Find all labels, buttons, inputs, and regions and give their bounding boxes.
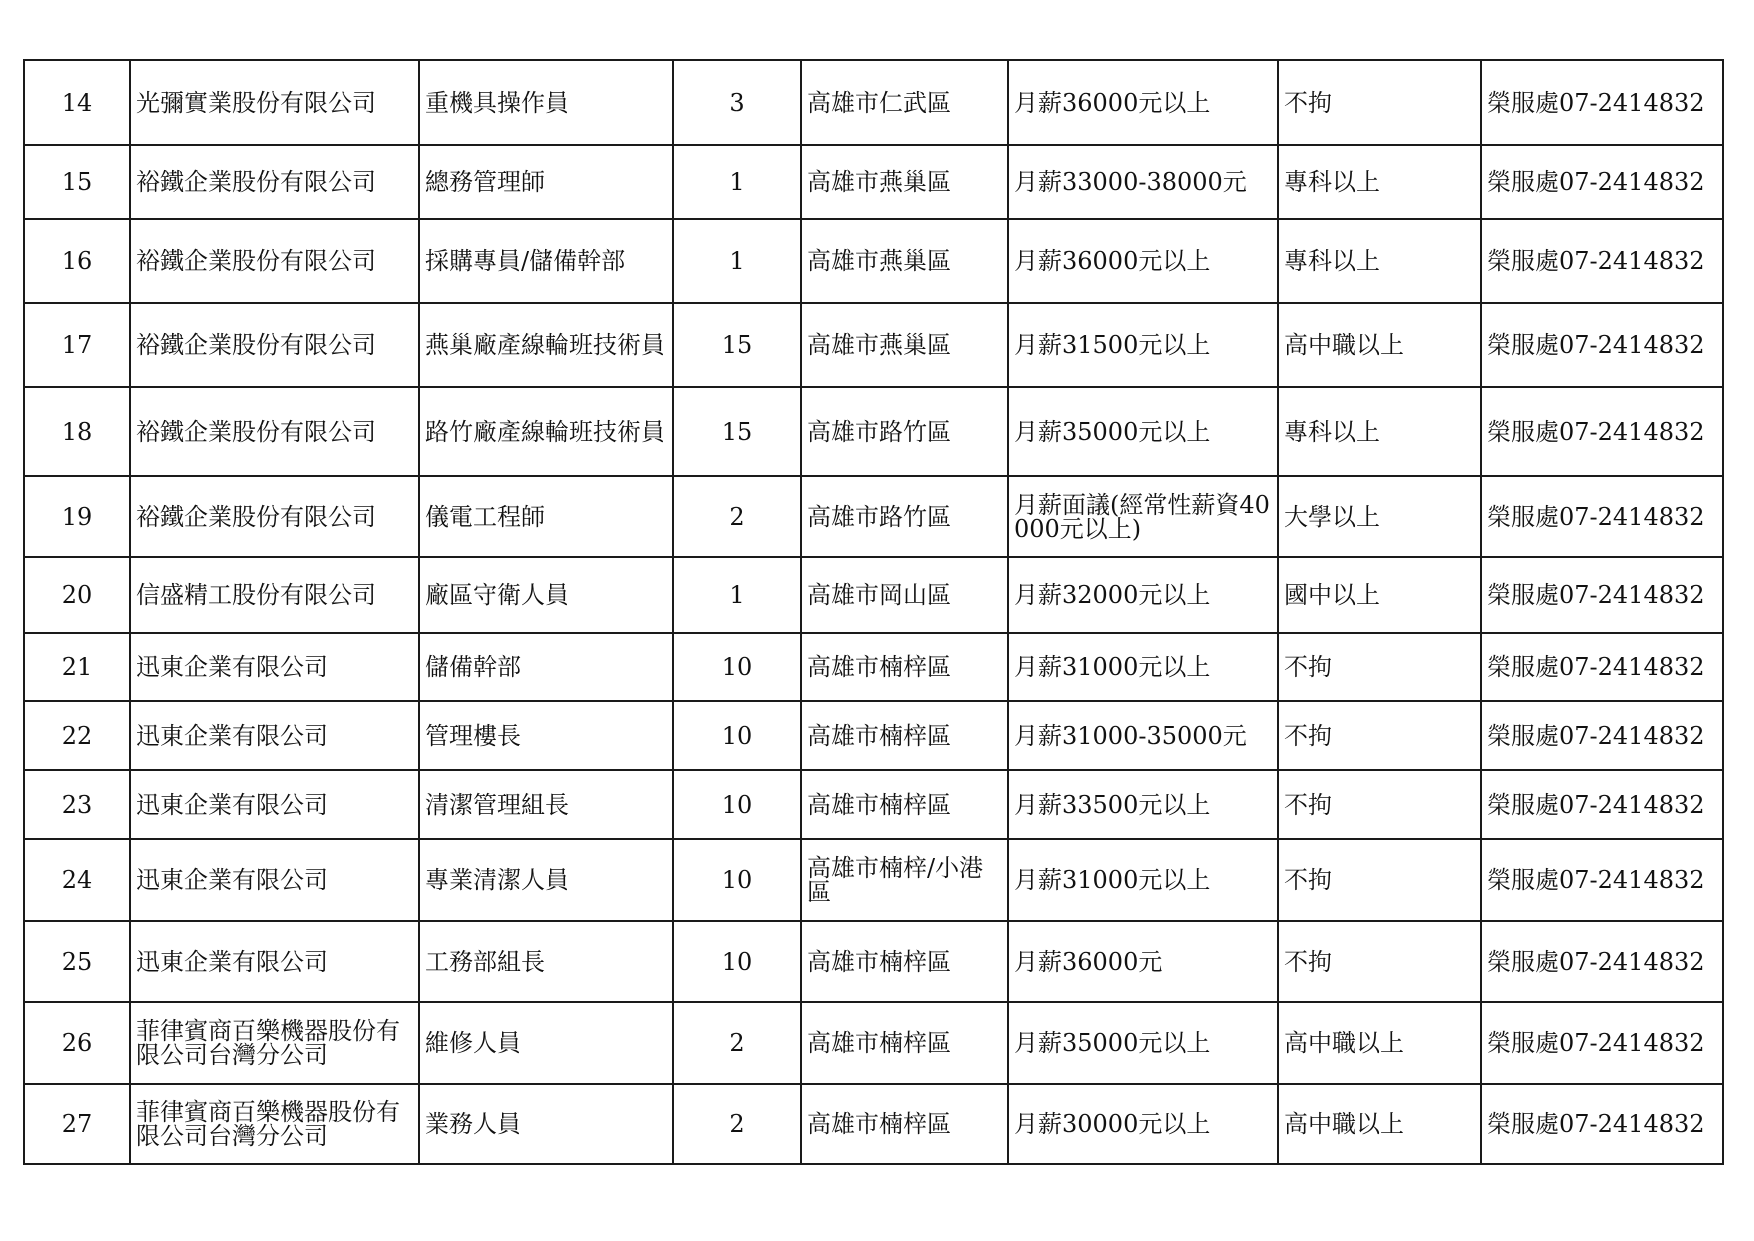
- contact: 榮服處07-2414832: [1481, 633, 1723, 701]
- salary: 月薪36000元以上: [1008, 60, 1278, 145]
- job-title: 重機具操作員: [419, 60, 673, 145]
- work-location: 高雄市路竹區: [801, 476, 1008, 557]
- contact: 榮服處07-2414832: [1481, 219, 1723, 303]
- company-name: 裕鐵企業股份有限公司: [130, 145, 419, 219]
- work-location: 高雄市楠梓區: [801, 633, 1008, 701]
- headcount: 2: [673, 1002, 801, 1084]
- table-row: [24, 303, 1723, 387]
- row-number: 19: [24, 476, 130, 557]
- education-requirement: 不拘: [1278, 633, 1481, 701]
- job-title: 儀電工程師: [419, 476, 673, 557]
- table-row: [24, 701, 1723, 770]
- salary: 月薪31000元以上: [1008, 839, 1278, 921]
- education-requirement: 高中職以上: [1278, 1084, 1481, 1164]
- row-number: 18: [24, 387, 130, 476]
- company-name: 菲律賓商百樂機器股份有限公司台灣分公司: [130, 1002, 419, 1084]
- row-number: 16: [24, 219, 130, 303]
- salary: 月薪33500元以上: [1008, 770, 1278, 839]
- company-name: 菲律賓商百樂機器股份有限公司台灣分公司: [130, 1084, 419, 1164]
- salary: 月薪30000元以上: [1008, 1084, 1278, 1164]
- row-number: 21: [24, 633, 130, 701]
- row-number: 15: [24, 145, 130, 219]
- company-name: 光彌實業股份有限公司: [130, 60, 419, 145]
- work-location: 高雄市楠梓區: [801, 1084, 1008, 1164]
- company-name: 迅東企業有限公司: [130, 921, 419, 1002]
- contact: 榮服處07-2414832: [1481, 701, 1723, 770]
- salary: 月薪32000元以上: [1008, 557, 1278, 633]
- education-requirement: 專科以上: [1278, 219, 1481, 303]
- salary: 月薪31500元以上: [1008, 303, 1278, 387]
- education-requirement: 國中以上: [1278, 557, 1481, 633]
- education-requirement: 大學以上: [1278, 476, 1481, 557]
- company-name: 裕鐵企業股份有限公司: [130, 387, 419, 476]
- contact: 榮服處07-2414832: [1481, 839, 1723, 921]
- salary: 月薪31000-35000元: [1008, 701, 1278, 770]
- job-title: 儲備幹部: [419, 633, 673, 701]
- job-title: 業務人員: [419, 1084, 673, 1164]
- salary: 月薪33000-38000元: [1008, 145, 1278, 219]
- company-name: 迅東企業有限公司: [130, 633, 419, 701]
- contact: 榮服處07-2414832: [1481, 921, 1723, 1002]
- job-title: 管理樓長: [419, 701, 673, 770]
- company-name: 裕鐵企業股份有限公司: [130, 219, 419, 303]
- headcount: 1: [673, 145, 801, 219]
- work-location: 高雄市楠梓區: [801, 770, 1008, 839]
- table-row: [24, 839, 1723, 921]
- job-title: 路竹廠產線輪班技術員: [419, 387, 673, 476]
- headcount: 10: [673, 701, 801, 770]
- salary: 月薪35000元以上: [1008, 1002, 1278, 1084]
- work-location: 高雄市楠梓區: [801, 1002, 1008, 1084]
- table-row: [24, 387, 1723, 476]
- contact: 榮服處07-2414832: [1481, 557, 1723, 633]
- headcount: 15: [673, 387, 801, 476]
- work-location: 高雄市燕巢區: [801, 303, 1008, 387]
- company-name: 信盛精工股份有限公司: [130, 557, 419, 633]
- table-row: [24, 557, 1723, 633]
- education-requirement: 不拘: [1278, 839, 1481, 921]
- table-row: [24, 921, 1723, 1002]
- salary: 月薪36000元以上: [1008, 219, 1278, 303]
- contact: 榮服處07-2414832: [1481, 1002, 1723, 1084]
- education-requirement: 不拘: [1278, 60, 1481, 145]
- company-name: 迅東企業有限公司: [130, 839, 419, 921]
- headcount: 2: [673, 476, 801, 557]
- row-number: 24: [24, 839, 130, 921]
- job-title: 廠區守衛人員: [419, 557, 673, 633]
- education-requirement: 高中職以上: [1278, 1002, 1481, 1084]
- row-number: 20: [24, 557, 130, 633]
- table-row: [24, 476, 1723, 557]
- contact: 榮服處07-2414832: [1481, 770, 1723, 839]
- headcount: 10: [673, 921, 801, 1002]
- table-row: [24, 1002, 1723, 1084]
- education-requirement: 專科以上: [1278, 145, 1481, 219]
- education-requirement: 高中職以上: [1278, 303, 1481, 387]
- row-number: 25: [24, 921, 130, 1002]
- job-title: 專業清潔人員: [419, 839, 673, 921]
- table-row: [24, 219, 1723, 303]
- salary: 月薪面議(經常性薪資40000元以上): [1008, 476, 1278, 557]
- work-location: 高雄市楠梓/小港區: [801, 839, 1008, 921]
- job-title: 工務部組長: [419, 921, 673, 1002]
- table-row: [24, 60, 1723, 145]
- table-row: [24, 770, 1723, 839]
- table-row: [24, 1084, 1723, 1164]
- row-number: 26: [24, 1002, 130, 1084]
- work-location: 高雄市楠梓區: [801, 701, 1008, 770]
- row-number: 27: [24, 1084, 130, 1164]
- headcount: 15: [673, 303, 801, 387]
- row-number: 14: [24, 60, 130, 145]
- table-row: [24, 633, 1723, 701]
- education-requirement: 不拘: [1278, 701, 1481, 770]
- work-location: 高雄市路竹區: [801, 387, 1008, 476]
- headcount: 10: [673, 839, 801, 921]
- contact: 榮服處07-2414832: [1481, 476, 1723, 557]
- job-title: 採購專員/儲備幹部: [419, 219, 673, 303]
- contact: 榮服處07-2414832: [1481, 60, 1723, 145]
- education-requirement: 專科以上: [1278, 387, 1481, 476]
- headcount: 3: [673, 60, 801, 145]
- contact: 榮服處07-2414832: [1481, 387, 1723, 476]
- contact: 榮服處07-2414832: [1481, 1084, 1723, 1164]
- company-name: 迅東企業有限公司: [130, 770, 419, 839]
- work-location: 高雄市燕巢區: [801, 145, 1008, 219]
- row-number: 22: [24, 701, 130, 770]
- job-title: 總務管理師: [419, 145, 673, 219]
- company-name: 迅東企業有限公司: [130, 701, 419, 770]
- headcount: 1: [673, 219, 801, 303]
- contact: 榮服處07-2414832: [1481, 145, 1723, 219]
- headcount: 2: [673, 1084, 801, 1164]
- work-location: 高雄市岡山區: [801, 557, 1008, 633]
- job-title: 清潔管理組長: [419, 770, 673, 839]
- company-name: 裕鐵企業股份有限公司: [130, 476, 419, 557]
- work-location: 高雄市仁武區: [801, 60, 1008, 145]
- job-title: 維修人員: [419, 1002, 673, 1084]
- company-name: 裕鐵企業股份有限公司: [130, 303, 419, 387]
- headcount: 1: [673, 557, 801, 633]
- salary: 月薪36000元: [1008, 921, 1278, 1002]
- education-requirement: 不拘: [1278, 921, 1481, 1002]
- headcount: 10: [673, 633, 801, 701]
- table-row: [24, 145, 1723, 219]
- work-location: 高雄市燕巢區: [801, 219, 1008, 303]
- job-title: 燕巢廠產線輪班技術員: [419, 303, 673, 387]
- education-requirement: 不拘: [1278, 770, 1481, 839]
- headcount: 10: [673, 770, 801, 839]
- salary: 月薪35000元以上: [1008, 387, 1278, 476]
- contact: 榮服處07-2414832: [1481, 303, 1723, 387]
- row-number: 17: [24, 303, 130, 387]
- salary: 月薪31000元以上: [1008, 633, 1278, 701]
- job-listing-table: [23, 59, 1724, 1165]
- work-location: 高雄市楠梓區: [801, 921, 1008, 1002]
- row-number: 23: [24, 770, 130, 839]
